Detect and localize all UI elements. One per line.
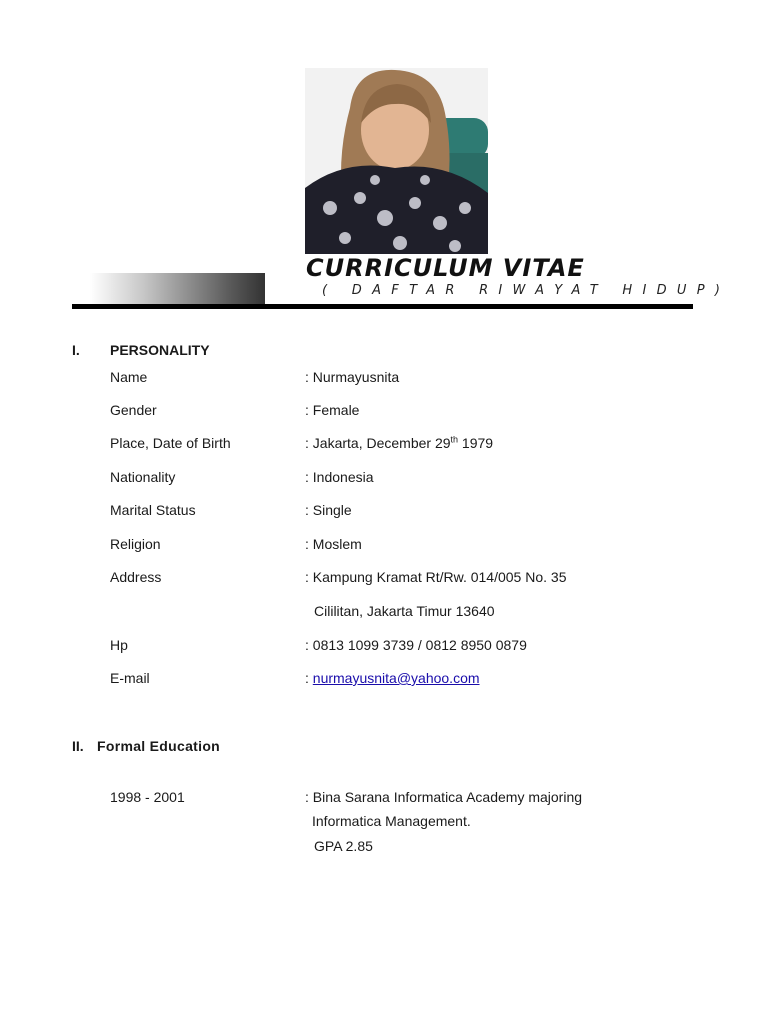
field-label: Gender: [110, 402, 157, 418]
email-link[interactable]: nurmayusnita@yahoo.com: [312, 670, 480, 686]
field-value: : Nurmayusnita: [305, 369, 400, 385]
education-gpa: GPA 2.85: [314, 838, 373, 854]
education-period: 1998 - 2001: [110, 789, 185, 805]
education-major: Informatica Management.: [312, 813, 471, 829]
field-value: : Female: [305, 402, 360, 418]
colon: :: [305, 670, 313, 686]
field-value-continued: Cililitan, Jakarta Timur 13640: [314, 603, 495, 619]
field-label: Religion: [110, 536, 161, 552]
decorative-gradient-bar: [90, 273, 265, 304]
header-rule: [72, 304, 693, 309]
field-label: Address: [110, 569, 162, 585]
section-title: Formal Education: [97, 738, 221, 754]
field-label: Place, Date of Birth: [110, 435, 231, 451]
education-institution: : Bina Sarana Informatica Academy majoring: [305, 789, 583, 805]
field-value: : Indonesia: [305, 469, 374, 485]
field-value: : 0813 1099 3739 / 0812 8950 0879: [305, 637, 527, 653]
field-value: : Moslem: [305, 536, 362, 552]
field-label: Name: [110, 369, 148, 385]
document-subtitle: ( DAFTAR RIWAYAT HIDUP): [322, 283, 731, 298]
birth-text: : Jakarta, December 29: [305, 435, 451, 451]
field-value: : Kampung Kramat Rt/Rw. 014/005 No. 35: [305, 569, 567, 585]
field-label: Hp: [110, 637, 128, 653]
section-title: PERSONALITY: [110, 342, 210, 358]
field-value: [305, 670, 480, 686]
ordinal-suffix: th: [450, 434, 459, 445]
profile-photo: [305, 68, 488, 254]
field-label: Nationality: [110, 469, 176, 485]
section-number: I.: [72, 342, 80, 358]
field-label: Marital Status: [110, 502, 196, 518]
document-title: CURRICULUM VITAE: [306, 254, 585, 282]
field-value: : Single: [305, 502, 352, 518]
birth-year: 1979: [458, 435, 494, 451]
field-value: [305, 435, 493, 451]
section-number: II.: [72, 738, 84, 754]
field-label: E-mail: [110, 670, 150, 686]
